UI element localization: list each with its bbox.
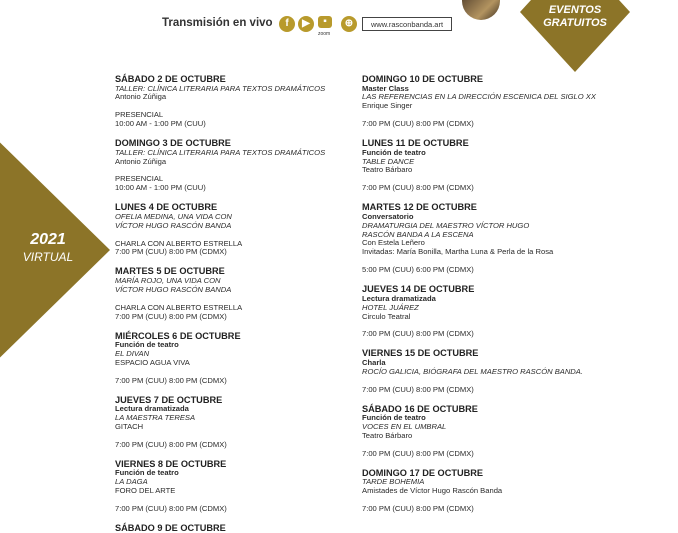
event-title: ROCÍO GALICIA, BIÓGRAFA DEL MAESTRO RASCÓN BANDA.: [362, 366, 583, 376]
spacer: [362, 496, 652, 505]
event-date: DOMINGO 10 DE OCTUBRE: [362, 74, 483, 84]
schedule-right-column: [362, 74, 652, 514]
event-time: 7:00 PM (CUU) 8:00 PM (CDMX): [362, 329, 474, 339]
spacer: [115, 129, 355, 138]
spacer: [115, 386, 355, 395]
event-type: Master Class: [362, 83, 409, 93]
event-time: CHARLA CON ALBERTO ESTRELLA: [115, 238, 243, 248]
event-title: TARDE BOHEMIA: [362, 477, 425, 487]
event-title: LA MAESTRA TERESA: [115, 413, 196, 423]
event-title: VÍCTOR HUGO RASCÓN BANDA: [115, 284, 232, 294]
header: [0, 0, 678, 60]
event-entry: [362, 468, 652, 514]
event-entry: [115, 395, 355, 450]
event-entry: [115, 266, 355, 321]
spacer: [362, 339, 652, 348]
portrait-photo: [462, 0, 500, 20]
event-title: EL DIVAN: [115, 348, 150, 358]
event-date: MIÉRCOLES 6 DE OCTUBRE: [115, 330, 241, 341]
event-type: Lectura dramatizada: [362, 293, 436, 303]
event-time: 7:00 PM (CUU) 8:00 PM (CDMX): [115, 247, 227, 257]
event-date: MARTES 12 DE OCTUBRE: [362, 202, 477, 213]
badge-line-2: GRATUITOS: [543, 17, 607, 29]
event-type: Charla: [362, 357, 386, 367]
spacer: [115, 322, 355, 331]
zoom-icon[interactable]: ▪: [318, 16, 332, 28]
event-date: VIERNES 15 DE OCTUBRE: [362, 348, 479, 359]
event-time: PRESENCIAL: [115, 174, 164, 184]
event-entry: [362, 138, 652, 193]
event-title: DRAMATURGIA DEL MAESTRO VÍCTOR HUGO: [362, 220, 530, 230]
event-date: LUNES 4 DE OCTUBRE: [115, 202, 218, 213]
year-label: 2021: [30, 231, 66, 248]
event-date: LUNES 11 DE OCTUBRE: [362, 138, 469, 149]
event-entry: [362, 74, 652, 129]
event-time: 7:00 PM (CUU) 8:00 PM (CDMX): [115, 375, 227, 385]
event-detail: ESPACIO AGUA VIVA: [115, 357, 190, 367]
event-title: LA DAGA: [115, 477, 148, 487]
event-title: TALLER: CLÍNICA LITERARIA PARA TEXTOS DRAMÁTICOS: [115, 83, 326, 93]
event-entry: [362, 404, 652, 459]
event-detail: Con Estela Leñero: [362, 238, 425, 248]
event-detail: FORO DEL ARTE: [115, 486, 176, 496]
event-time: 7:00 PM (CUU) 8:00 PM (CDMX): [362, 503, 474, 513]
event-entry: [362, 202, 652, 275]
event-detail: GITACH: [115, 421, 144, 431]
event-detail: Teatro Bárbaro: [362, 165, 413, 175]
event-date: DOMINGO 3 DE OCTUBRE: [115, 138, 231, 149]
schedule-left-column: [115, 74, 355, 533]
event-type: Función de teatro: [362, 147, 426, 157]
event-time: CHARLA CON ALBERTO ESTRELLA: [115, 302, 243, 312]
event-title: MARÍA ROJO, UNA VIDA CON: [115, 275, 221, 285]
event-entry: [115, 138, 355, 193]
event-title: LAS REFERENCIAS EN LA DIRECCIÓN ESCENICA DEL SIGLO XX: [362, 92, 596, 102]
event-entry: [115, 331, 355, 386]
event-type: Función de teatro: [115, 340, 179, 349]
mode-label: VIRTUAL: [22, 250, 74, 264]
event-date: VIERNES 8 DE OCTUBRE: [115, 458, 227, 469]
spacer: [115, 257, 355, 266]
event-date: DOMINGO 17 DE OCTUBRE: [362, 467, 483, 478]
spacer: [115, 193, 355, 202]
transmission-label: Transmisión en vivo: [162, 17, 273, 29]
spacer: [362, 275, 652, 284]
event-entry: [362, 348, 652, 394]
event-time: 7:00 PM (CUU) 8:00 PM (CDMX): [362, 119, 474, 129]
event-title: HOTEL JUÁREZ: [362, 302, 419, 312]
event-title: OFELIA MEDINA, UNA VIDA CON: [115, 211, 232, 221]
event-date: SÁBADO 9 DE OCTUBRE: [115, 522, 226, 533]
web-icon[interactable]: ⊕: [341, 16, 357, 32]
youtube-icon[interactable]: ▶: [298, 16, 314, 32]
event-detail: Teatro Bárbaro: [362, 430, 413, 440]
facebook-icon[interactable]: f: [279, 16, 295, 32]
event-time: 7:00 PM (CUU) 8:00 PM (CDMX): [115, 503, 227, 513]
event-time: 7:00 PM (CUU) 8:00 PM (CDMX): [362, 183, 474, 193]
event-date: SÁBADO 16 DE OCTUBRE: [362, 403, 478, 414]
event-entry: [115, 459, 355, 514]
event-detail: Enrique Singer: [362, 101, 413, 111]
spacer: [362, 395, 652, 404]
event-type: Lectura dramatizada: [115, 404, 189, 414]
zoom-label: zoom: [318, 31, 331, 37]
event-title: TABLE DANCE: [362, 156, 415, 166]
spacer: [362, 129, 652, 138]
event-date: JUEVES 14 DE OCTUBRE: [362, 284, 475, 295]
event-detail: Antonio Zúñiga: [115, 92, 167, 102]
spacer: [115, 514, 355, 523]
event-title: VOCES EN EL UMBRAL: [362, 421, 447, 431]
event-detail: Circulo Teatral: [362, 311, 411, 321]
event-time: 10:00 AM - 1:00 PM (CUU): [115, 119, 206, 129]
event-date: MARTES 5 DE OCTUBRE: [115, 266, 225, 277]
event-date: JUEVES 7 DE OCTUBRE: [115, 394, 223, 405]
event-time: 7:00 PM (CUU) 8:00 PM (CDMX): [115, 311, 227, 321]
event-detail: Amistades de Víctor Hugo Rascón Banda: [362, 486, 503, 496]
event-entry: [362, 284, 652, 339]
event-entry: [115, 74, 355, 129]
event-time: PRESENCIAL: [115, 110, 164, 120]
spacer: [362, 459, 652, 468]
event-time: 5:00 PM (CUU) 6:00 PM (CDMX): [362, 265, 474, 275]
event-time: 7:00 PM (CUU) 8:00 PM (CDMX): [362, 384, 474, 394]
badge-line-1: EVENTOS: [548, 4, 602, 16]
free-events-text: [520, 4, 630, 30]
event-time: 7:00 PM (CUU) 8:00 PM (CDMX): [115, 439, 227, 449]
event-detail: Antonio Zúñiga: [115, 156, 167, 166]
event-type: Función de teatro: [115, 468, 179, 478]
event-entry: [115, 202, 355, 257]
event-type: Función de teatro: [362, 413, 426, 423]
event-entry: [115, 523, 355, 533]
event-type: Conversatorio: [362, 211, 414, 221]
event-title: VÍCTOR HUGO RASCÓN BANDA: [115, 220, 232, 230]
spacer: [115, 496, 355, 505]
event-detail: Invitadas: María Bonilla, Martha Luna & Perla de la Rosa: [362, 247, 554, 257]
event-title: TALLER: CLÍNICA LITERARIA PARA TEXTOS DRAMÁTICOS: [115, 147, 326, 157]
event-title: RASCÓN BANDA A LA ESCENA: [362, 229, 474, 239]
spacer: [115, 450, 355, 459]
event-time: 7:00 PM (CUU) 8:00 PM (CDMX): [362, 448, 474, 458]
spacer: [362, 193, 652, 202]
event-date: SÁBADO 2 DE OCTUBRE: [115, 74, 226, 84]
website-url[interactable]: www.rasconbanda.art: [362, 17, 452, 31]
event-time: 10:00 AM - 1:00 PM (CUU): [115, 183, 206, 193]
